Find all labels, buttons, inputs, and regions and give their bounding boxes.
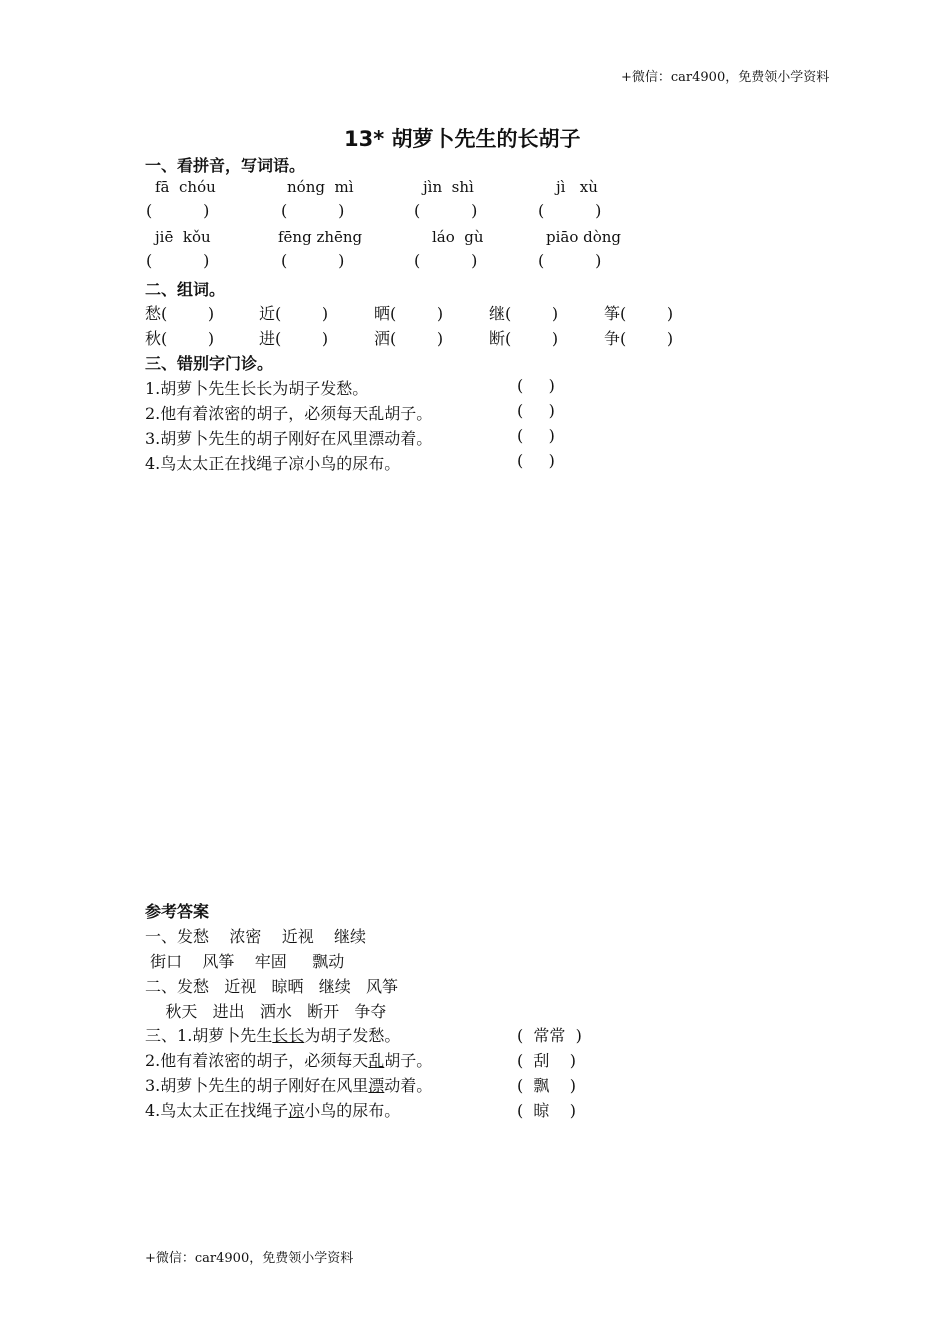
answer-correction-line (145, 1023, 400, 1046)
word-group-item[interactable]: 继( ) (489, 304, 559, 323)
wrong-word: 漂 (368, 1076, 385, 1095)
section-prefix: 三、 (145, 1026, 178, 1045)
sentence-part: 4.鸟太太正在找绳子 (145, 1101, 289, 1120)
answer-line: 街口 风筝 牢固 飘动 (145, 952, 345, 971)
header-note: +微信：car4900，免费领小学资料 (621, 70, 830, 85)
pinyin-8: piāo dòng (546, 228, 622, 246)
word-group-item[interactable]: 晒( ) (374, 304, 444, 323)
answer-blank[interactable]: ( ) (414, 201, 478, 220)
pinyin-6: fēng zhēng (278, 228, 363, 246)
answer-correction-line (145, 1098, 400, 1121)
answer-line: 二、发愁 近视 晾晒 继续 风筝 (145, 977, 399, 996)
word-group-item[interactable]: 进( ) (259, 329, 329, 348)
error-sentence: 3.胡萝卜先生的胡子刚好在风里漂动着。 (145, 429, 433, 448)
answers-heading: 参考答案 (145, 902, 210, 921)
page-title: 13* 胡萝卜先生的长胡子 (344, 127, 581, 151)
word-group-item[interactable]: 断( ) (489, 329, 559, 348)
correction-blank[interactable]: ( ) (517, 376, 555, 395)
correction-blank[interactable]: ( ) (517, 426, 555, 445)
error-sentence: 4.鸟太太正在找绳子凉小鸟的尿布。 (145, 454, 401, 473)
sentence-part: 为胡子发愁。 (304, 1026, 401, 1045)
pinyin-2: nóng mì (287, 178, 354, 196)
answer-blank[interactable]: ( ) (146, 251, 210, 270)
word-group-item[interactable]: 争( ) (604, 329, 674, 348)
error-sentence: 2.他有着浓密的胡子，必须每天乱胡子。 (145, 404, 433, 423)
error-sentence: 1.胡萝卜先生长长为胡子发愁。 (145, 379, 369, 398)
sentence-part: 小鸟的尿布。 (304, 1101, 401, 1120)
correction-answer: ( 常常 ) (517, 1026, 582, 1045)
answer-blank[interactable]: ( ) (538, 251, 602, 270)
answer-blank[interactable]: ( ) (281, 201, 345, 220)
word-group-item[interactable]: 秋( ) (145, 329, 215, 348)
answer-line: 一、发愁 浓密 近视 继续 (145, 927, 367, 946)
section1-heading: 一、看拼音，写词语。 (145, 156, 306, 175)
wrong-word: 凉 (288, 1101, 305, 1120)
word-group-item[interactable]: 愁( ) (145, 304, 215, 323)
pinyin-7: láo gù (432, 228, 484, 246)
answer-blank[interactable]: ( ) (281, 251, 345, 270)
correction-blank[interactable]: ( ) (517, 451, 555, 470)
pinyin-4: jì xù (556, 178, 598, 196)
sentence-part: 动着。 (384, 1076, 433, 1095)
sentence-part: 3.胡萝卜先生的胡子刚好在风里 (145, 1076, 369, 1095)
correction-answer: ( 刮 ) (517, 1051, 577, 1070)
answer-blank[interactable]: ( ) (538, 201, 602, 220)
answer-correction-line (145, 1073, 432, 1096)
sentence-part: 2.他有着浓密的胡子，必须每天 (145, 1051, 369, 1070)
answer-line: 秋天 进出 洒水 断开 争夺 (145, 1002, 387, 1021)
sentence-part: 胡子。 (384, 1051, 433, 1070)
wrong-word: 长长 (272, 1026, 305, 1045)
wrong-word: 乱 (368, 1051, 385, 1070)
sentence-part: 1.胡萝卜先生 (177, 1026, 273, 1045)
answer-blank[interactable]: ( ) (414, 251, 478, 270)
section3-heading: 三、错别字门诊。 (145, 354, 274, 373)
word-group-item[interactable]: 洒( ) (374, 329, 444, 348)
answer-correction-line (145, 1048, 432, 1071)
pinyin-5: jiē kǒu (155, 228, 211, 246)
correction-blank[interactable]: ( ) (517, 401, 555, 420)
correction-answer: ( 飘 ) (517, 1076, 577, 1095)
pinyin-3: jìn shì (423, 178, 474, 196)
pinyin-1: fā chóu (155, 178, 216, 196)
correction-answer: ( 晾 ) (517, 1101, 577, 1120)
answer-blank[interactable]: ( ) (146, 201, 210, 220)
section2-heading: 二、组词。 (145, 280, 226, 299)
footer-note: +微信：car4900，免费领小学资料 (145, 1251, 354, 1266)
word-group-item[interactable]: 近( ) (259, 304, 329, 323)
word-group-item[interactable]: 筝( ) (604, 304, 674, 323)
